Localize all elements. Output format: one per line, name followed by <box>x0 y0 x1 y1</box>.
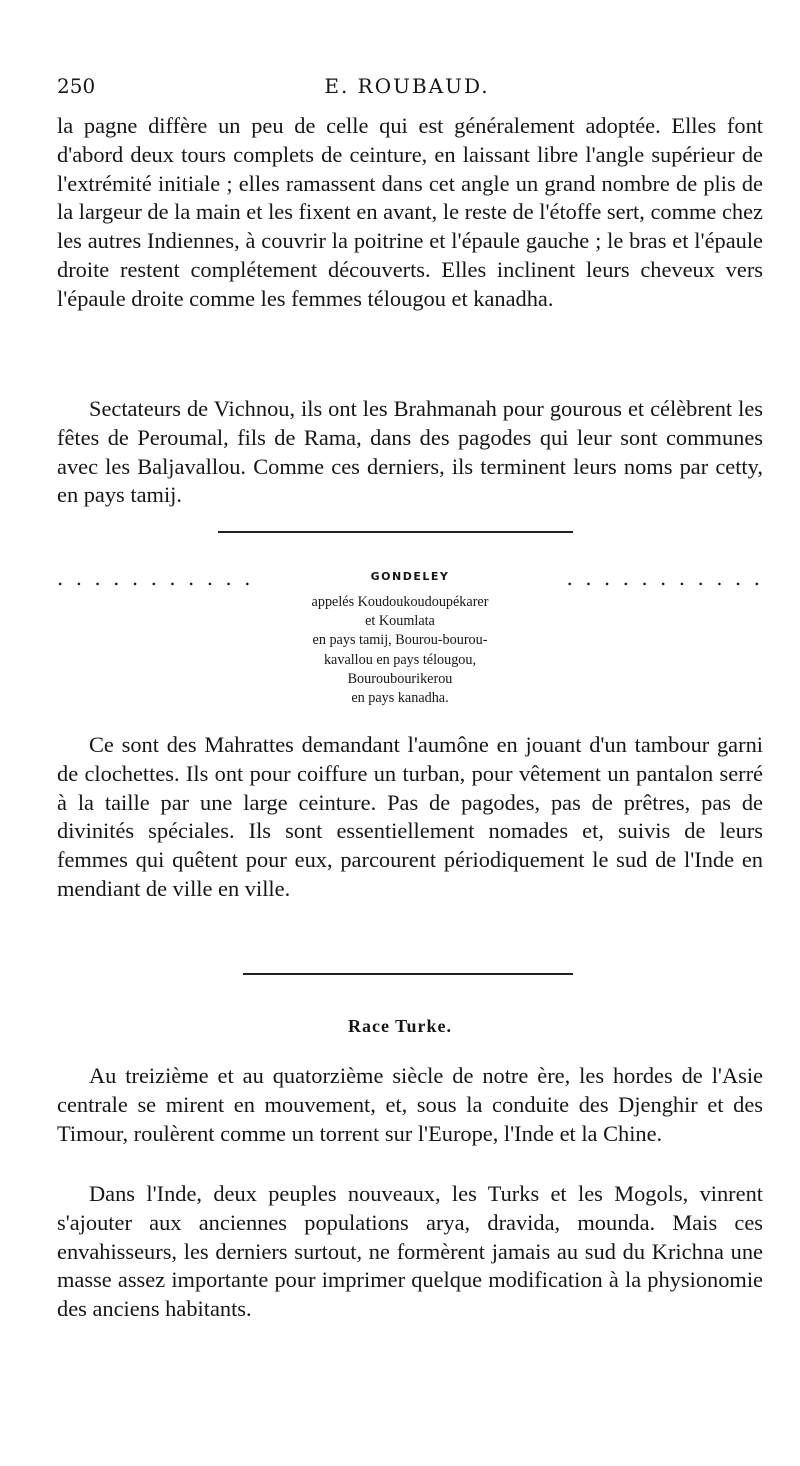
paragraph-sectateurs: Sectateurs de Vichnou, ils ont les Brahmanah pour gourous et célèbrent les fêtes de Peroumal, fils de Rama, dans des pagodes qui leur sont communes avec les Baljavallou. Comme ces derniers, ils terminent leurs noms par cetty, en pays tamij. <box>57 396 763 508</box>
paragraph-pagne: la pagne diffère un peu de celle qui est généralement adoptée. Elles font d'abord deux tours complets de ceinture, en laissant libre l'angle supérieur de l'extrémité initiale ; elles ramassent dans cet angle un grand nombre de plis de la largeur de la main et les fixent en avant, le reste de l'étoffe sert, comme chez les autres Indiennes, à couvrir la poitrine et l'épaule gauche ; le bras et l'épaule droite restent complétement découverts. Elles inclinent leurs cheveux vers l'épaule droite comme les femmes télougou et kanadha. <box>57 113 763 311</box>
section-divider <box>218 531 573 533</box>
entry-line: en pays kanadha. <box>351 690 449 707</box>
entry-line: kavallou en pays télougou, <box>323 651 477 668</box>
entry-line: et Koumlata <box>365 613 435 630</box>
entry-synonyms <box>200 593 600 708</box>
running-title: E. ROUBAUD. <box>324 74 490 98</box>
page-number: 250 <box>57 74 96 98</box>
running-head <box>57 74 757 104</box>
paragraph-hordes: Au treizième et au quatorzième siècle de notre ère, les hordes de l'Asie centrale se mirent en mouvement, et, sous la conduite des Djenghir et des Timour, roulèrent comme un torrent sur l'Europe, l'Inde et la Chine. <box>57 1063 763 1146</box>
paragraph-mahrattes: Ce sont des Mahrattes demandant l'aumône en jouant d'un tambour garni de clochettes. Ils ont pour coiffure un turban, pour vêtement un pantalon serré à la taille par une large ceinture. Pas de pagodes, pas de prêtres, pas de divinités spéciales. Ils sont essentiellement nomades et, suivis de leurs femmes qui quêtent pour eux, parcourent périodiquement le sud de l'Inde en mendiant de ville en ville. <box>57 732 763 901</box>
entry-title: GONDELEY <box>370 570 450 583</box>
entry-heading-row <box>57 566 763 590</box>
dot-leader-right: . . . . . . . . . . . <box>566 566 763 590</box>
section-heading: Race Turke. <box>347 1016 452 1036</box>
entry-line: en pays tamij, Bourou-bourou- <box>312 632 488 649</box>
entry-line: Bouroubourikerou <box>347 670 453 687</box>
dot-leader-left: . . . . . . . . . . . <box>57 566 254 590</box>
entry-line: appelés Koudoukoudoupékarer <box>311 594 489 610</box>
section-divider <box>243 973 573 975</box>
paragraph-turks-mogols: Dans l'Inde, deux peuples nouveaux, les Turks et les Mogols, vinrent s'ajouter aux anciennes populations arya, dravida, mounda. Mais ces envahisseurs, les derniers surtout, ne formèrent jamais au sud du Krichna une masse assez importante pour imprimer quelque modification à la physionomie des anciens habitants. <box>57 1181 763 1322</box>
